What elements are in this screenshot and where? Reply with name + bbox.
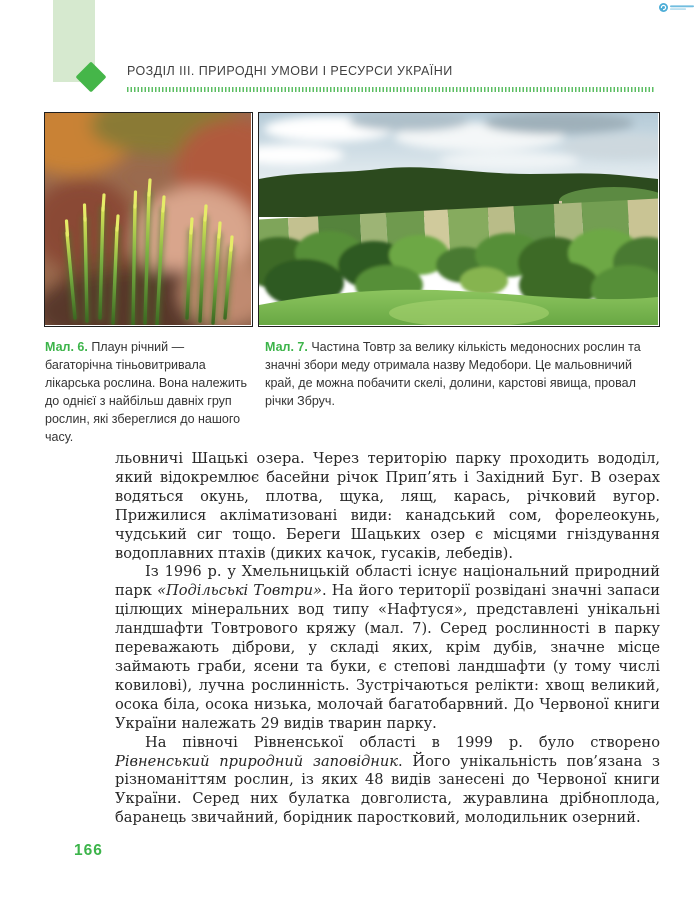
header-dashed-rule <box>127 87 655 92</box>
paragraph <box>115 450 660 563</box>
paragraph-run: льовничі Шацькі озера. Через територію парку проходить вододіл, який відокремлює басейни річок Прип’ять і Західний Буг. В озерах водяться окунь, плотва, щука, лящ, карась, річковий вугор. Прижилися акліматизовані види: канадський сом, форелеокунь, чудський сиг тощо. Береги Шацьких озер є місцями гніздування водоплавних птахів (диких качок, гусаків, лебедів). <box>115 450 660 562</box>
body-text <box>115 450 660 828</box>
paragraph <box>115 563 660 733</box>
page-number: 166 <box>74 842 103 859</box>
publisher-watermark-icon <box>658 2 696 13</box>
figure-7-label: Мал. 7. <box>265 340 308 354</box>
figure-6-caption <box>45 338 253 446</box>
paragraph-italic-run: «Подільські Товтри» <box>157 582 322 600</box>
figure-7-photo <box>258 112 660 327</box>
figure-6-label: Мал. 6. <box>45 340 88 354</box>
chapter-title: РОЗДІЛ III. ПРИРОДНІ УМОВИ І РЕСУРСИ УКРАЇНИ <box>127 64 453 78</box>
figure-6-photo <box>44 112 253 327</box>
paragraph-run: . Його унікальність пов’язана з різноманіттям рослин, із яких 48 видів занесені до Червоної книги України. Серед них булатка довголиста, журавлина дрібноплода, баранець звичайний, борідник паростковий, молодильник озерний. <box>115 752 660 827</box>
paragraph <box>115 734 660 829</box>
paragraph-run: . На його території розвідані значні запаси цілющих мінеральних вод типу «Нафтуся», представлені унікальні ландшафти Товтрового кряжу (мал. 7). Серед рослинності в парку переважають діброви, у складі яких, крім дубів, значне місце займають граби, ясени та буки, є степові ландшафти (у тому числі ковилові), лучна рослинність. Зустрічаються релікти: хвощ великий, осока біла, осока низька, молочай багатобарвний. До Червоної книги України належать 29 видів тварин парку. <box>115 582 661 732</box>
figure-7-caption <box>265 338 661 410</box>
paragraph-run: На півночі Рівненської області в 1999 р. було створено <box>145 733 660 751</box>
paragraph-italic-run: Рівненський природний заповідник <box>115 752 398 770</box>
paragraph-run: Із 1996 р. у Хмельницькій області існує національний природний парк <box>115 563 660 600</box>
figure-6-caption-text: Плаун річний — багаторічна тіньовитривала лікарська рослина. Вона належить до однієї з найбільш давніх груп рослин, які збереглися до нашого часу. <box>45 340 248 444</box>
figure-7-caption-text: Частина Товтр за велику кількість медоносних рослин та значні збори меду отримала назву Медобори. Це мальовничий край, де можна побачити скелі, долини, карстові явища, провал річки Збруч. <box>265 340 641 408</box>
